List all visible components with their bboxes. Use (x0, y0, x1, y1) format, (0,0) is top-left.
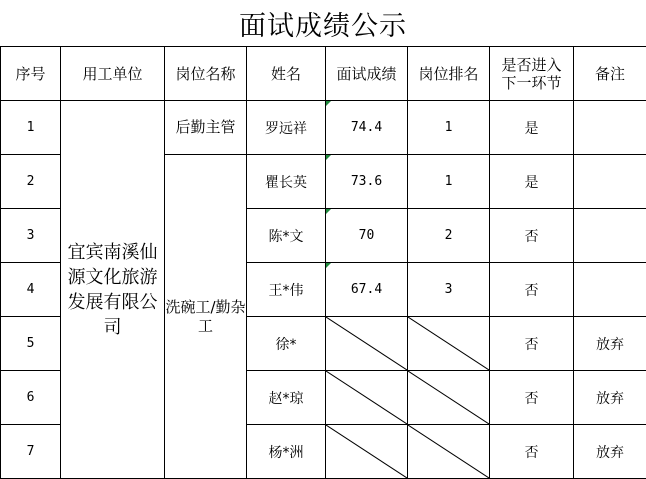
row-note (574, 101, 646, 155)
diagonal-slash (326, 371, 407, 424)
diagonal-slash (326, 425, 407, 478)
row-note: 放弃 (574, 425, 646, 479)
row-no: 3 (1, 209, 61, 263)
row-no: 6 (1, 371, 61, 425)
company-cell: 宜宾南溪仙源文化旅游发展有限公司 (61, 101, 165, 479)
row-next-step: 否 (490, 263, 574, 317)
row-no: 5 (1, 317, 61, 371)
row-name: 徐* (247, 317, 326, 371)
table-row (1, 101, 646, 155)
row-next-step: 否 (490, 209, 574, 263)
row-score-empty (326, 371, 408, 425)
diagonal-slash (326, 317, 407, 370)
row-note: 放弃 (574, 371, 646, 425)
row-name: 罗远祥 (247, 101, 326, 155)
row-score: 74.4 (326, 101, 408, 155)
header-row (1, 47, 646, 101)
row-rank-empty (408, 371, 490, 425)
row-no: 1 (1, 101, 61, 155)
row-name: 王*伟 (247, 263, 326, 317)
row-note (574, 155, 646, 209)
row-no: 4 (1, 263, 61, 317)
position-cell: 后勤主管 (165, 101, 247, 155)
row-no: 7 (1, 425, 61, 479)
header-note: 备注 (574, 47, 646, 101)
header-position: 岗位名称 (165, 47, 247, 101)
row-rank: 1 (408, 155, 490, 209)
diagonal-slash (408, 371, 489, 424)
diagonal-slash (408, 425, 489, 478)
row-next-step: 是 (490, 155, 574, 209)
header-no: 序号 (1, 47, 61, 101)
row-rank: 2 (408, 209, 490, 263)
header-score: 面试成绩 (326, 47, 408, 101)
row-rank: 1 (408, 101, 490, 155)
row-next-step: 否 (490, 371, 574, 425)
header-next-step: 是否进入下一环节 (490, 47, 574, 101)
page-title: 面试成绩公示 (239, 10, 407, 42)
header-name: 姓名 (247, 47, 326, 101)
header-rank: 岗位排名 (408, 47, 490, 101)
row-name: 瞿长英 (247, 155, 326, 209)
row-score: 70 (326, 209, 408, 263)
header-company: 用工单位 (61, 47, 165, 101)
row-score: 73.6 (326, 155, 408, 209)
row-note (574, 263, 646, 317)
row-score-empty (326, 317, 408, 371)
row-name: 陈*文 (247, 209, 326, 263)
diagonal-slash (408, 317, 489, 370)
row-name: 赵*琼 (247, 371, 326, 425)
row-rank: 3 (408, 263, 490, 317)
row-note: 放弃 (574, 317, 646, 371)
row-rank-empty (408, 425, 490, 479)
row-score: 67.4 (326, 263, 408, 317)
results-table (0, 46, 646, 479)
row-note (574, 209, 646, 263)
row-next-step: 否 (490, 317, 574, 371)
row-score-empty (326, 425, 408, 479)
row-next-step: 否 (490, 425, 574, 479)
position-cell: 洗碗工/勤杂工 (165, 155, 247, 479)
row-next-step: 是 (490, 101, 574, 155)
row-no: 2 (1, 155, 61, 209)
row-name: 杨*洲 (247, 425, 326, 479)
row-rank-empty (408, 317, 490, 371)
